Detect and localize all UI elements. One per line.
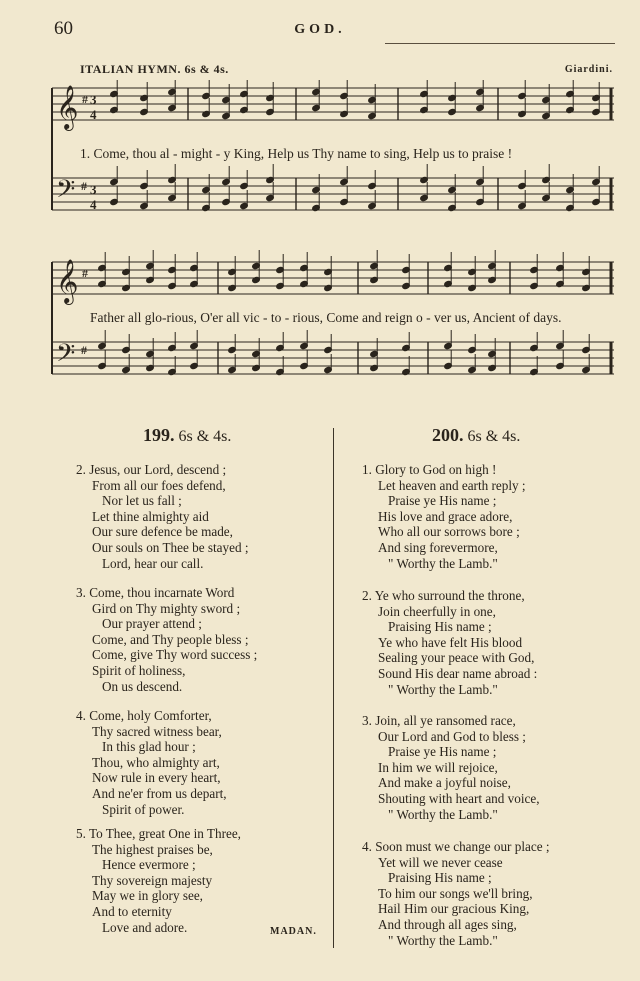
verse-line: Thou, who almighty art, xyxy=(92,754,220,770)
verse-line: Hence evermore ; xyxy=(102,857,196,873)
verse-line: " Worthy the Lamb." xyxy=(388,681,498,697)
verse-line: And make a joyful noise, xyxy=(378,775,511,791)
verse-line: Thy sacred witness bear, xyxy=(92,723,222,739)
composer-name: Giardini. xyxy=(564,64,613,75)
treble-staff-2 xyxy=(52,262,614,294)
verse-line: And ne'er from us depart, xyxy=(92,785,227,801)
verse-line: Lord, hear our call. xyxy=(102,555,204,571)
sharp-sign: # xyxy=(81,179,87,193)
time-signature: 4 xyxy=(90,197,97,212)
verse-line: Love and adore. xyxy=(102,919,188,935)
hymn-meter: 6s & 4s. xyxy=(467,428,521,445)
hymn-number: 200. xyxy=(432,425,464,445)
verse xyxy=(362,588,537,697)
hymn-number: 199. xyxy=(143,425,175,445)
verse-line: 3. Join, all ye ransomed race, xyxy=(362,713,516,728)
verse-line: Our Lord and God to bless ; xyxy=(378,728,526,744)
time-signature: 4 xyxy=(90,107,97,122)
treble-staff-1 xyxy=(52,88,614,120)
verse-line: Our prayer attend ; xyxy=(102,616,202,632)
verse-line: " Worthy the Lamb." xyxy=(388,806,498,822)
bass-clef-icon: 𝄢 xyxy=(56,339,76,374)
sharp-sign: # xyxy=(82,266,88,280)
author-name: MADAN. xyxy=(270,926,317,937)
treble-clef-icon: 𝄞 xyxy=(56,85,79,129)
verse-line: And to eternity xyxy=(92,903,172,919)
verse-line: Gird on Thy mighty sword ; xyxy=(92,600,241,616)
verse-line: Sound His dear name abroad : xyxy=(378,665,538,681)
time-signature: 3 xyxy=(90,182,97,197)
verse-line: Now rule in every heart, xyxy=(92,770,221,786)
verse-line: 3. Come, thou incarnate Word xyxy=(76,585,235,600)
verse-line: And through all ages sing, xyxy=(378,916,517,932)
verse-line: " Worthy the Lamb." xyxy=(388,932,498,948)
verse-line: To him our songs we'll bring, xyxy=(378,885,533,901)
verse-line: Our souls on Thee be stayed ; xyxy=(92,539,249,555)
bass-staff-2 xyxy=(52,342,614,374)
verse xyxy=(362,839,550,948)
verse-line: Nor let us fall ; xyxy=(102,493,182,509)
verse-line: Let thine almighty aid xyxy=(92,508,209,524)
page-number: 60 xyxy=(54,18,73,39)
verse-line: Spirit of holiness, xyxy=(92,662,186,678)
verse-line: May we in glory see, xyxy=(92,888,203,904)
verse-line: Come, and Thy people bless ; xyxy=(92,631,249,647)
verse-line: Praising His name ; xyxy=(388,870,492,886)
verse-line: 2. Ye who surround the throne, xyxy=(362,588,525,603)
lyric-line-1: 1. Come, thou al - might - y King, Help us Thy name to sing, Help us to praise ! xyxy=(80,146,513,161)
verse-line: 5. To Thee, great One in Three, xyxy=(76,826,241,841)
verse-line: 1. Glory to God on high ! xyxy=(362,462,497,477)
treble-clef-icon: 𝄞 xyxy=(56,259,79,303)
verse xyxy=(76,826,241,935)
hymn-200-heading xyxy=(432,425,520,446)
header-rule xyxy=(385,43,615,44)
time-signature: 3 xyxy=(90,92,97,107)
verse-line: On us descend. xyxy=(102,678,183,694)
verse-line: And sing forevermore, xyxy=(378,539,498,555)
verse-line: From all our foes defend, xyxy=(92,477,226,493)
verse-line: Sealing your peace with God, xyxy=(378,650,535,666)
hymn-meter: 6s & 4s. xyxy=(178,428,232,445)
verse-line: In him we will rejoice, xyxy=(378,759,498,775)
verse-line: " Worthy the Lamb." xyxy=(388,555,498,571)
verse xyxy=(76,462,249,571)
verse-line: Spirit of power. xyxy=(102,801,185,817)
lyric-line-2: Father all glo-rious, O'er all vic - to - rious, Come and reign o - ver us, Ancient of days. xyxy=(90,310,562,325)
verse-line: In this glad hour ; xyxy=(102,739,196,755)
verse-line: His love and grace adore, xyxy=(378,508,513,524)
verse-line: The highest praises be, xyxy=(92,841,213,857)
verse-line: 4. Come, holy Comforter, xyxy=(76,708,212,723)
verse-line: Our sure defence be made, xyxy=(92,524,233,540)
bass-staff-1 xyxy=(52,178,614,210)
hymn-199-heading xyxy=(143,425,231,446)
verse-line: 4. Soon must we change our place ; xyxy=(362,839,550,854)
verse xyxy=(76,708,227,817)
verse-line: Hail Him our gracious King, xyxy=(378,901,530,917)
verse-line: Come, give Thy word success ; xyxy=(92,647,258,663)
sharp-sign: # xyxy=(81,343,87,357)
verse-line: Praise ye His name ; xyxy=(388,744,497,760)
sharp-sign: # xyxy=(82,92,88,106)
verse-line: Praising His name ; xyxy=(388,619,492,635)
bass-clef-icon: 𝄢 xyxy=(56,175,76,210)
verse-line: Join cheerfully in one, xyxy=(378,603,496,619)
verse-line: Ye who have felt His blood xyxy=(378,634,523,650)
running-head: GOD. xyxy=(294,22,346,37)
verse-line: Thy sovereign majesty xyxy=(92,872,213,888)
verse xyxy=(362,462,526,571)
verse-line: Shouting with heart and voice, xyxy=(378,790,540,806)
verse xyxy=(76,585,257,694)
verse-line: Yet will we never cease xyxy=(378,854,503,870)
verse xyxy=(362,713,540,822)
verse-line: Who all our sorrows bore ; xyxy=(378,524,520,540)
tune-title: ITALIAN HYMN. 6s & 4s. xyxy=(80,62,229,76)
verse-line: Praise ye His name ; xyxy=(388,493,497,509)
column-divider xyxy=(333,428,334,948)
verse-line: Let heaven and earth reply ; xyxy=(378,477,526,493)
verse-line: 2. Jesus, our Lord, descend ; xyxy=(76,462,227,477)
